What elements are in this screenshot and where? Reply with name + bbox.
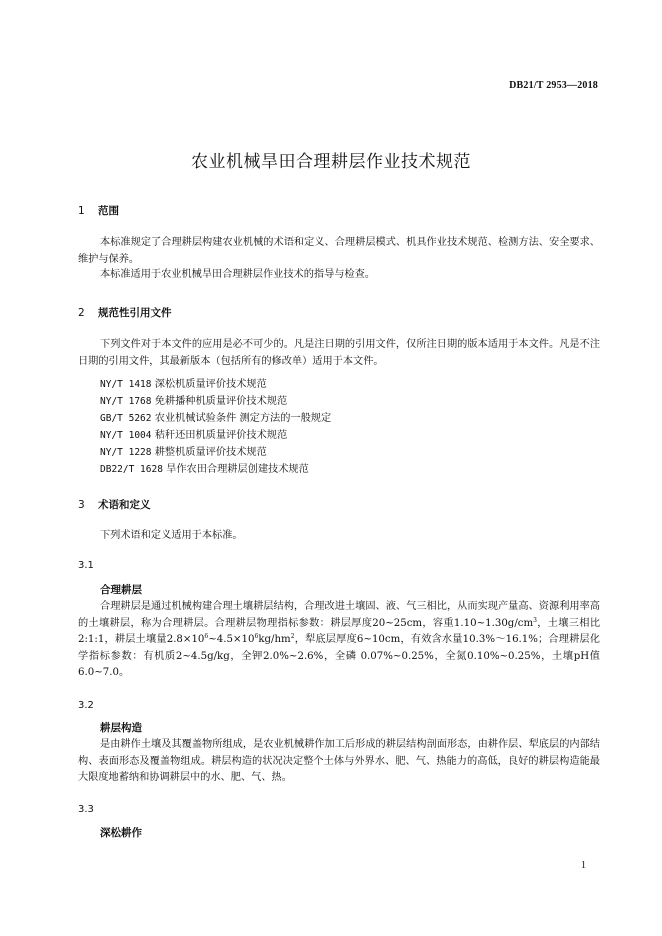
- standard-code: DB21/T 2953—2018: [509, 80, 598, 91]
- document-title: 农业机械旱田合理耕层作业技术规范: [191, 152, 471, 172]
- reference-item: NY/T 1228 耕整机质量评价技术规范: [100, 447, 267, 458]
- term-name: 合理耕层: [100, 584, 142, 596]
- section-heading-3: [78, 497, 151, 512]
- section-heading-1: [78, 203, 119, 218]
- term-name: 耕层构造: [100, 722, 142, 734]
- section-title: 规范性引用文件: [98, 307, 172, 319]
- section-number: 2: [78, 307, 85, 319]
- scope-paragraph-1: 本标准规定了合理耕层构建农业机械的术语和定义、合理耕层模式、机具作业技术规范、检测方法、安全要求、维护与保养。: [78, 237, 600, 265]
- normative-intro-paragraph: 下列文件对于本文件的应用是必不可少的。凡是注日期的引用文件，仅所注日期的版本适用于本文件。凡是不注日期的引用文件，其最新版本（包括所有的修改单）适用于本文件。: [78, 339, 600, 367]
- term-definition: 合理耕层是通过机械构建合理土壤耕层结构，合理改进土壤固、液、气三相比，从而实现产量高、资源利用率高的土壤耕层，称为合理耕层。合理耕层物理指标参数：耕层厚度20~25cm，容重$1.10\sim 1.30g/cm^3$，土壤三相比2:1:1，耕层土壤量$2.8\times 10^6\sim 4.5\times 10^6kg/hm^2$，犁底层厚度6~10cm，有效含水量10.3%～16.1%；合理耕层化学指标参数：有机质2~4.5g/kg，全钾2.0%~2.6%，全磷 0.07%~0.25%，全氮0.10%~0.25%，土壤pH值 6.0~7.0。: [78, 601, 601, 678]
- reference-item: NY/T 1768 免耕播种机质量评价技术规范: [100, 396, 288, 407]
- term-definition: 是由耕作土壤及其覆盖物所组成，是农业机械耕作加工后形成的耕层结构剖面形态，由耕作层、犁底层的内部结构、表面形态及覆盖物组成。耕层构造的状况决定整个土体与外界水、肥、气、热能力的高低，良好的耕层构造能最大限度地蓄纳和协调耕层中的水、肥、气、热。: [78, 739, 600, 783]
- section-number: 3: [78, 499, 85, 511]
- reference-item: NY/T 1418 深松机质量评价技术规范: [100, 379, 267, 390]
- reference-item: GB/T 5262 农业机械试验条件 测定方法的一般规定: [100, 413, 332, 424]
- section-title: 范围: [98, 205, 119, 217]
- term-name: 深松耕作: [100, 827, 142, 839]
- clause-number: 3.3: [78, 804, 94, 815]
- clause-number: 3.2: [78, 700, 94, 711]
- page-number: 1: [581, 860, 586, 871]
- section-title: 术语和定义: [98, 499, 151, 511]
- reference-item: DB22/T 1628 旱作农田合理耕层创建技术规范: [100, 464, 309, 475]
- reference-item: NY/T 1004 秸秆还田机质量评价技术规范: [100, 430, 288, 441]
- section-heading-2: [78, 305, 172, 320]
- terms-intro-paragraph: 下列术语和定义适用于本标准。: [100, 530, 243, 541]
- clause-number: 3.1: [78, 560, 94, 571]
- section-number: 1: [78, 205, 85, 217]
- scope-paragraph-2: 本标准适用于农业机械旱田合理耕层作业技术的指导与检查。: [100, 269, 376, 280]
